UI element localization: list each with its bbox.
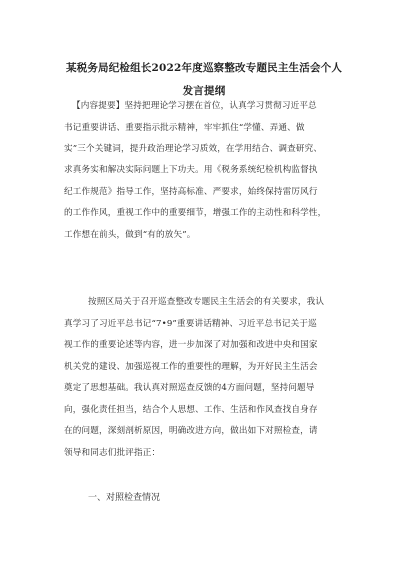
body-line: 按照区局关于召开巡查整改专题民主生活会的有关要求，我认: [88, 297, 325, 307]
body-line: 真学习了习近平总书记“7•9”重要讲话精神、习近平总书记关于巡: [64, 319, 317, 329]
abstract-line: 书记重要讲话、重要指示批示精神，牢牢抓住“学懂、弄通、做: [64, 123, 305, 133]
abstract-line: 【内容提要】坚持把理论学习摆在首位，认真学习贯彻习近平总: [72, 101, 317, 111]
document-title-line-1: 某税务局纪检组长2022年度巡察整改专题民主生活会个人: [65, 62, 343, 74]
body-line: 领导和同志们批评指正：: [64, 448, 161, 458]
abstract-line: 求真务实和解决实际问题上下功夫。用《税务系统纪检机构监督执: [64, 165, 318, 175]
abstract-line: 的工作作风，重视工作中的重要细节，增强工作的主动性和科学性，: [64, 208, 327, 218]
body-line: 视工作的重要论述等内容，进一步加深了对加强和改进中央和国家: [64, 340, 318, 350]
body-line: 奠定了思想基础。我认真对照巡查反馈的4方面问题，坚持问题导: [64, 383, 315, 393]
body-line: 向，强化责任担当，结合个人思想、工作、生活和作风查找自身存: [64, 405, 318, 415]
abstract-line: 纪工作规范》指导工作，坚持高标准、严要求，始终保持雷厉风行: [64, 187, 318, 197]
body-line: 机关党的建设、加强巡视工作的重要性的理解，为开好民主生活会: [64, 362, 318, 372]
abstract-line: 工作想在前头，做到“有的放矢”。: [64, 230, 196, 240]
abstract-line: 实”三个关键词，提升政治理论学习质效，在学用结合、调查研究、: [64, 144, 323, 154]
section-heading: 一、对照检查情况: [88, 493, 161, 503]
body-line: 在的问题，深刻剖析原因，明确改进方向，做出如下对照检查，请: [64, 426, 318, 436]
document-title-line-2: 发言提纲: [182, 85, 226, 97]
